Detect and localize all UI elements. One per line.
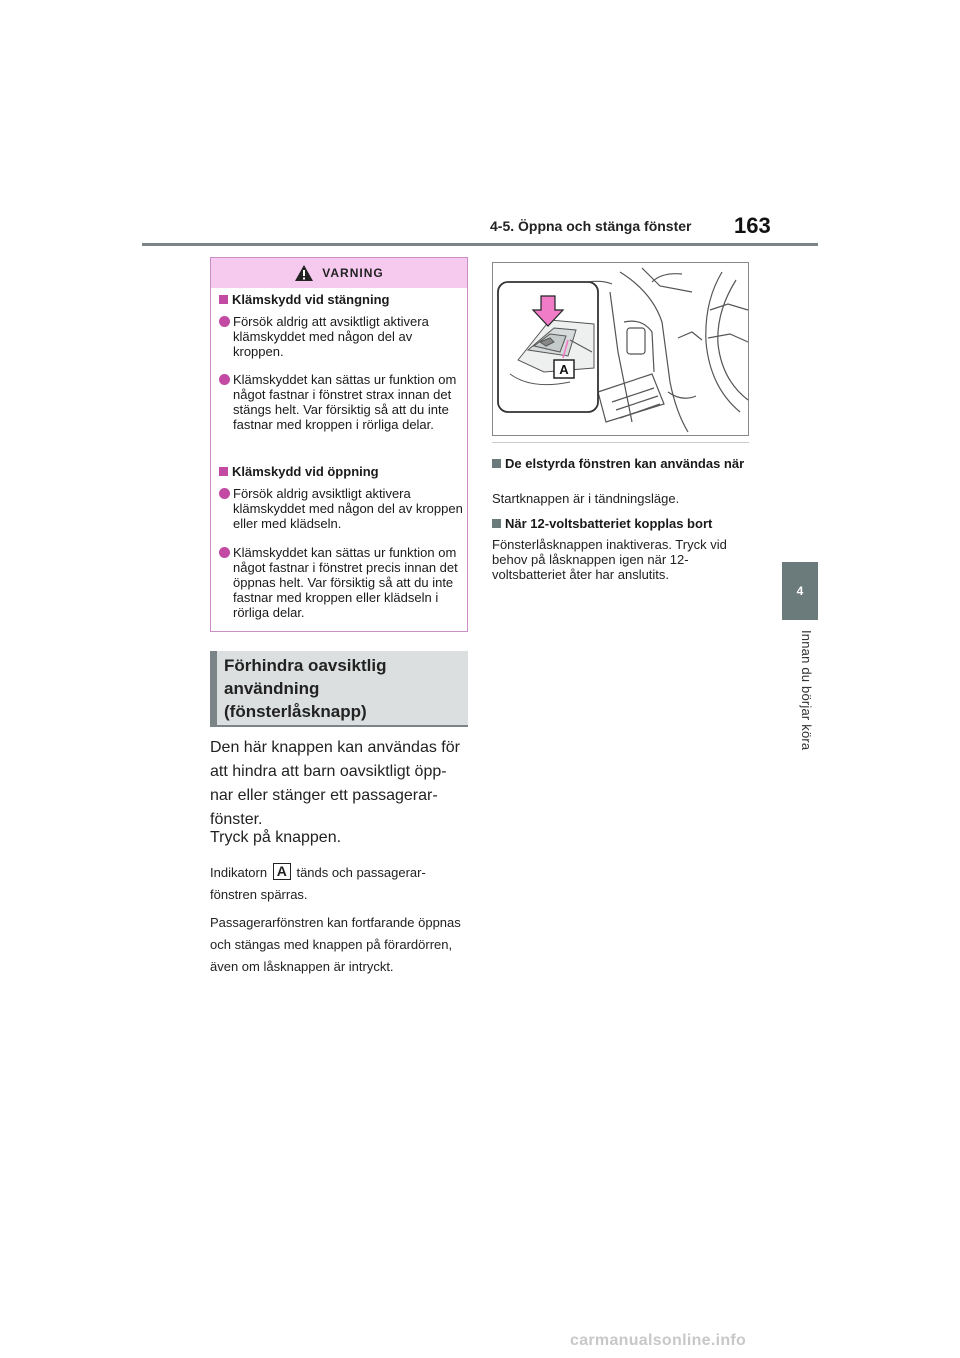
circle-bullet-icon xyxy=(219,374,230,385)
chapter-tab[interactable]: 4 xyxy=(782,562,818,620)
warning-title: VARNING xyxy=(322,266,384,280)
warning-item xyxy=(219,314,465,359)
section-heading xyxy=(210,651,468,727)
warning-item-text: Försök aldrig att avsiktligt aktivera klämskyddet med någon del av kroppen. xyxy=(233,314,429,359)
circle-bullet-icon xyxy=(219,316,230,327)
indicator-label: A xyxy=(273,863,291,880)
warning-item xyxy=(219,486,465,531)
section-note: Passagerarfönstren kan fortfarande öppnas och stängas med knappen på förardörren, även om låsknappen är intryckt. xyxy=(210,915,461,974)
section-intro: Den här knappen kan användas för att hindra att barn oavsiktligt öpp-nar eller stänger ett passagerar-fönster. xyxy=(210,739,460,828)
section-instruction: Tryck på knappen. xyxy=(210,829,342,846)
warning-item-text: Klämskyddet kan sättas ur funktion om något fastnar i fönstret precis innan det öppnas helt. Var försiktig så att du inte fastnar med kroppen eller klädseln i rörliga delar. xyxy=(233,545,458,620)
right-subheading xyxy=(492,456,750,471)
figure-callout-label: A xyxy=(559,362,569,377)
warning-subheading xyxy=(219,292,465,307)
warning-item-text: Klämskyddet kan sättas ur funktion om något fastnar i fönstret strax innan det stängs helt. Var försiktig så att du inte fastnar med kroppen i rörliga delar. xyxy=(233,372,457,432)
warning-section xyxy=(219,292,465,307)
warning-header xyxy=(211,258,467,288)
warning-item-text: Försök aldrig avsiktligt aktivera klämskyddet med någon del av kroppen eller med klädseln. xyxy=(233,486,463,531)
square-bullet-icon xyxy=(492,519,501,528)
warning-triangle-icon xyxy=(294,264,314,282)
section-heading-bar xyxy=(210,651,217,725)
header-title: 4-5. Öppna och stänga fönster xyxy=(490,218,692,234)
warning-item xyxy=(219,545,465,620)
chapter-label: Innan du börjar köra xyxy=(799,630,814,751)
warning-subheading-text: Klämskydd vid stängning xyxy=(232,292,390,307)
warning-item xyxy=(219,372,465,432)
header-rule xyxy=(142,243,818,246)
right-section xyxy=(492,516,750,531)
warning-box xyxy=(210,257,468,632)
page-number: 163 xyxy=(734,213,771,238)
circle-bullet-icon xyxy=(219,547,230,558)
square-bullet-icon xyxy=(219,467,228,476)
right-subheading-text: De elstyrda fönstren kan användas när xyxy=(505,456,745,471)
warning-subheading xyxy=(219,464,465,479)
warning-section xyxy=(219,464,465,479)
indicator-text-before: Indikatorn xyxy=(210,865,268,880)
right-subheading-text: När 12-voltsbatteriet kopplas bort xyxy=(505,516,713,531)
indicator-text-after: tänds och passagerar-fönstren spärras. xyxy=(210,865,426,902)
section-heading-text: Förhindra oavsiktlig användning (fönsterlåsknapp) xyxy=(224,656,387,721)
right-section-text: Fönsterlåsknappen inaktiveras. Tryck vid behov på låsknappen igen när 12-voltsbatteriet åter har anslutits. xyxy=(492,537,727,582)
indicator-paragraph xyxy=(210,862,466,906)
square-bullet-icon xyxy=(492,459,501,468)
right-section-text: Startknappen är i tändningsläge. xyxy=(492,491,680,506)
right-subheading xyxy=(492,516,750,531)
circle-bullet-icon xyxy=(219,488,230,499)
figure-divider xyxy=(492,442,749,443)
watermark[interactable]: carmanualsonline.info xyxy=(570,1332,747,1349)
right-section xyxy=(492,456,750,471)
window-switch-illustration xyxy=(492,262,749,436)
warning-subheading-text: Klämskydd vid öppning xyxy=(232,464,379,479)
square-bullet-icon xyxy=(219,295,228,304)
